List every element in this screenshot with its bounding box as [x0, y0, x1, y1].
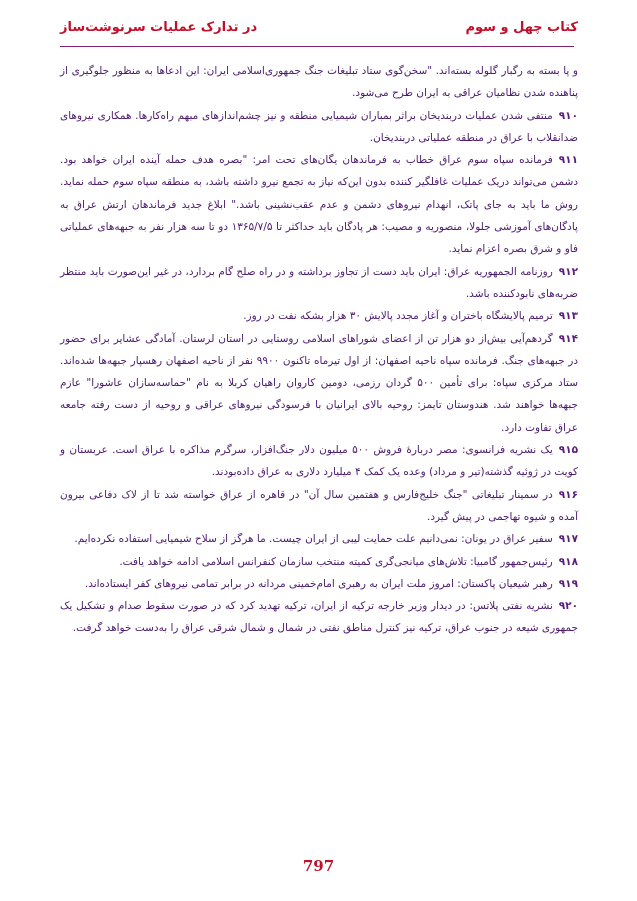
- entry-text: سفیر عراق در یونان: نمی‌دانیم علت حمایت لیبی از ایران چیست. ما هرگز از سلاح شیمیایی استفاده نکرده‌ایم.: [74, 533, 553, 546]
- entry-number: ۹۱۶: [558, 488, 578, 501]
- header-divider: [60, 46, 574, 47]
- entry-text: گردهم‌آیی بیش‌از دو هزار تن از اعضای شوراهای اسلامی روستایی در استان لرستان. آمادگی عشایر برای حضور در جبهه‌های جنگ. فرمانده سپاه ناحیه اصفهان: از اول تیرماه تاکنون ۹۹۰۰ نفر از ناحیه اصفهان رهسپار جبهه‌ها شده‌اند. ستاد مرکزی سپاه: برای تأمین ۵۰۰ گردان رزمی، دومین کاروان راهیان کربلا به نام "حماسه‌سازان عاشورا" عازم جبهه‌ها خواهند شد. هندوستان تایمز: روحیه بالای ایرانیان با فرسودگی نیروهای عراقی و روحیه از دست رفته جامعه عراق تفاوت دارد.: [60, 332, 579, 434]
- entry-text: نشریه نفتی پلاتس: در دیدار وزیر خارجه ترکیه از ایران، ترکیه تهدید کرد که در صورت سقوط صدام و تشکیل یک جمهوری شیعه در جنوب عراق، ترکیه نیز کنترل مناطق نفتی در شمال و شمال شرقی عراق را به‌دست خواهد گرفت.: [60, 600, 578, 635]
- page-header: [60, 20, 578, 42]
- chronology-entry: [60, 261, 578, 306]
- book-title: کتاب چهل و سوم: [465, 20, 578, 35]
- chronology-entry: [60, 439, 578, 484]
- entry-number: ۹۱۳: [558, 310, 578, 323]
- entry-number: ۹۱۷: [558, 533, 578, 546]
- chronology-entry: [60, 105, 578, 150]
- chronology-entry: [60, 595, 578, 640]
- chronology-entry: [60, 573, 578, 595]
- entry-number: ۹۱۲: [558, 265, 578, 278]
- section-title: در تدارک عملیات سرنوشت‌ساز: [60, 20, 258, 35]
- chronology-entry: [60, 484, 578, 529]
- entry-number: ۹۱۵: [558, 444, 579, 457]
- entry-text: ترمیم پالایشگاه باختران و آغاز مجدد پالایش ۳۰ هزار بشکه نفت در روز.: [243, 310, 553, 323]
- chronology-entry: [60, 528, 578, 550]
- entry-text: یک نشریه فرانسوی: مصر دربارهٔ فروش ۵۰۰ میلیون دلار جنگ‌افزار، سرگرم مذاکره با عراق است. عربستان و کویت در ژوئیه گذشته(تیر و مرداد) وعده یک کمک ۴ میلیارد دلاری به عراق داده‌بودند.: [60, 444, 578, 479]
- chronology-entry: [60, 328, 578, 439]
- page-number: 797: [302, 857, 335, 875]
- continued-paragraph: و پا بسته به رگبار گلوله بسته‌اند. "سخن‌گوی ستاد تبلیغات جنگ جمهوری‌اسلامی ایران: این ادعاها به منظور جلوگیری از پناهنده شدن نظامیان عراقی به ایران طرح می‌شود.: [60, 65, 578, 100]
- chronology-entry: [60, 551, 578, 573]
- entry-number: ۹۱۴: [558, 332, 578, 345]
- entry-text: رئیس‌جمهور گامبیا: تلاش‌های میانجی‌گری کمیته منتخب سازمان کنفرانس اسلامی ادامه خواهد یافت.: [119, 555, 553, 568]
- entry-text: رهبر شیعیان پاکستان: امروز ملت ایران به رهبری امام‌خمینی مردانه در برابر تمامی نیروهای کفر ایستاده‌اند.: [84, 577, 553, 590]
- entry-number: ۹۱۱: [558, 154, 578, 167]
- chronology-body: [60, 60, 578, 640]
- entry-text: منتفی شدن عملیات دربندیخان براثر بمباران شیمیایی منطقه و نیز چشم‌اندازهای مبهم راه‌کارها. همکاری نیروهای ضدانقلاب با عراق در منطقه عملیاتی دربندیخان.: [60, 109, 578, 144]
- entry-number: ۹۱۰: [558, 109, 578, 122]
- entry-number: ۹۱۹: [558, 577, 578, 590]
- chronology-entry: [60, 305, 578, 327]
- chronology-entry: [60, 149, 578, 260]
- entry-number: ۹۱۸: [558, 555, 578, 568]
- entry-text: در سمینار تبلیغاتی "جنگ خلیج‌فارس و هفتمین سال آن" در قاهره از عراق خواسته شد تا از لاک دفاعی بیرون آمده و شیوه تهاجمی در پیش گیرد.: [60, 488, 578, 523]
- entry-text: فرمانده سپاه سوم عراق خطاب به فرماندهان یگان‌های تحت امر: "بصره هدف حمله آینده ایران خواهد بود. دشمن می‌تواند دریک عملیات غافلگیر کننده بدون این‌که نیاز به تجمع نیرو داشته باشد، به منطقه سپاه سوم حمله نماید. روش ما باید به جای پاتک، انهدام نیروهای دشمن و عدم عقب‌نشینی باشد." ابلاغ جدید فرماندهان ارتش عراق به پادگان‌های آموزشی جلولا، منصوریه و مصیب: هر پادگان باید حداکثر تا ۱۳۶۵/۷/۵ دو تا سه هزار نفر به جبهه‌های عملیاتی فاو و شرق بصره اعزام نماید.: [60, 154, 578, 256]
- entry-text: روزنامه الجمهوریه عراق: ایران باید دست از تجاوز برداشته و در راه صلح گام بردارد، در غیر این‌صورت باید منتظر ضربه‌های نابودکننده باشد.: [60, 265, 578, 300]
- entry-number: ۹۲۰: [558, 600, 578, 613]
